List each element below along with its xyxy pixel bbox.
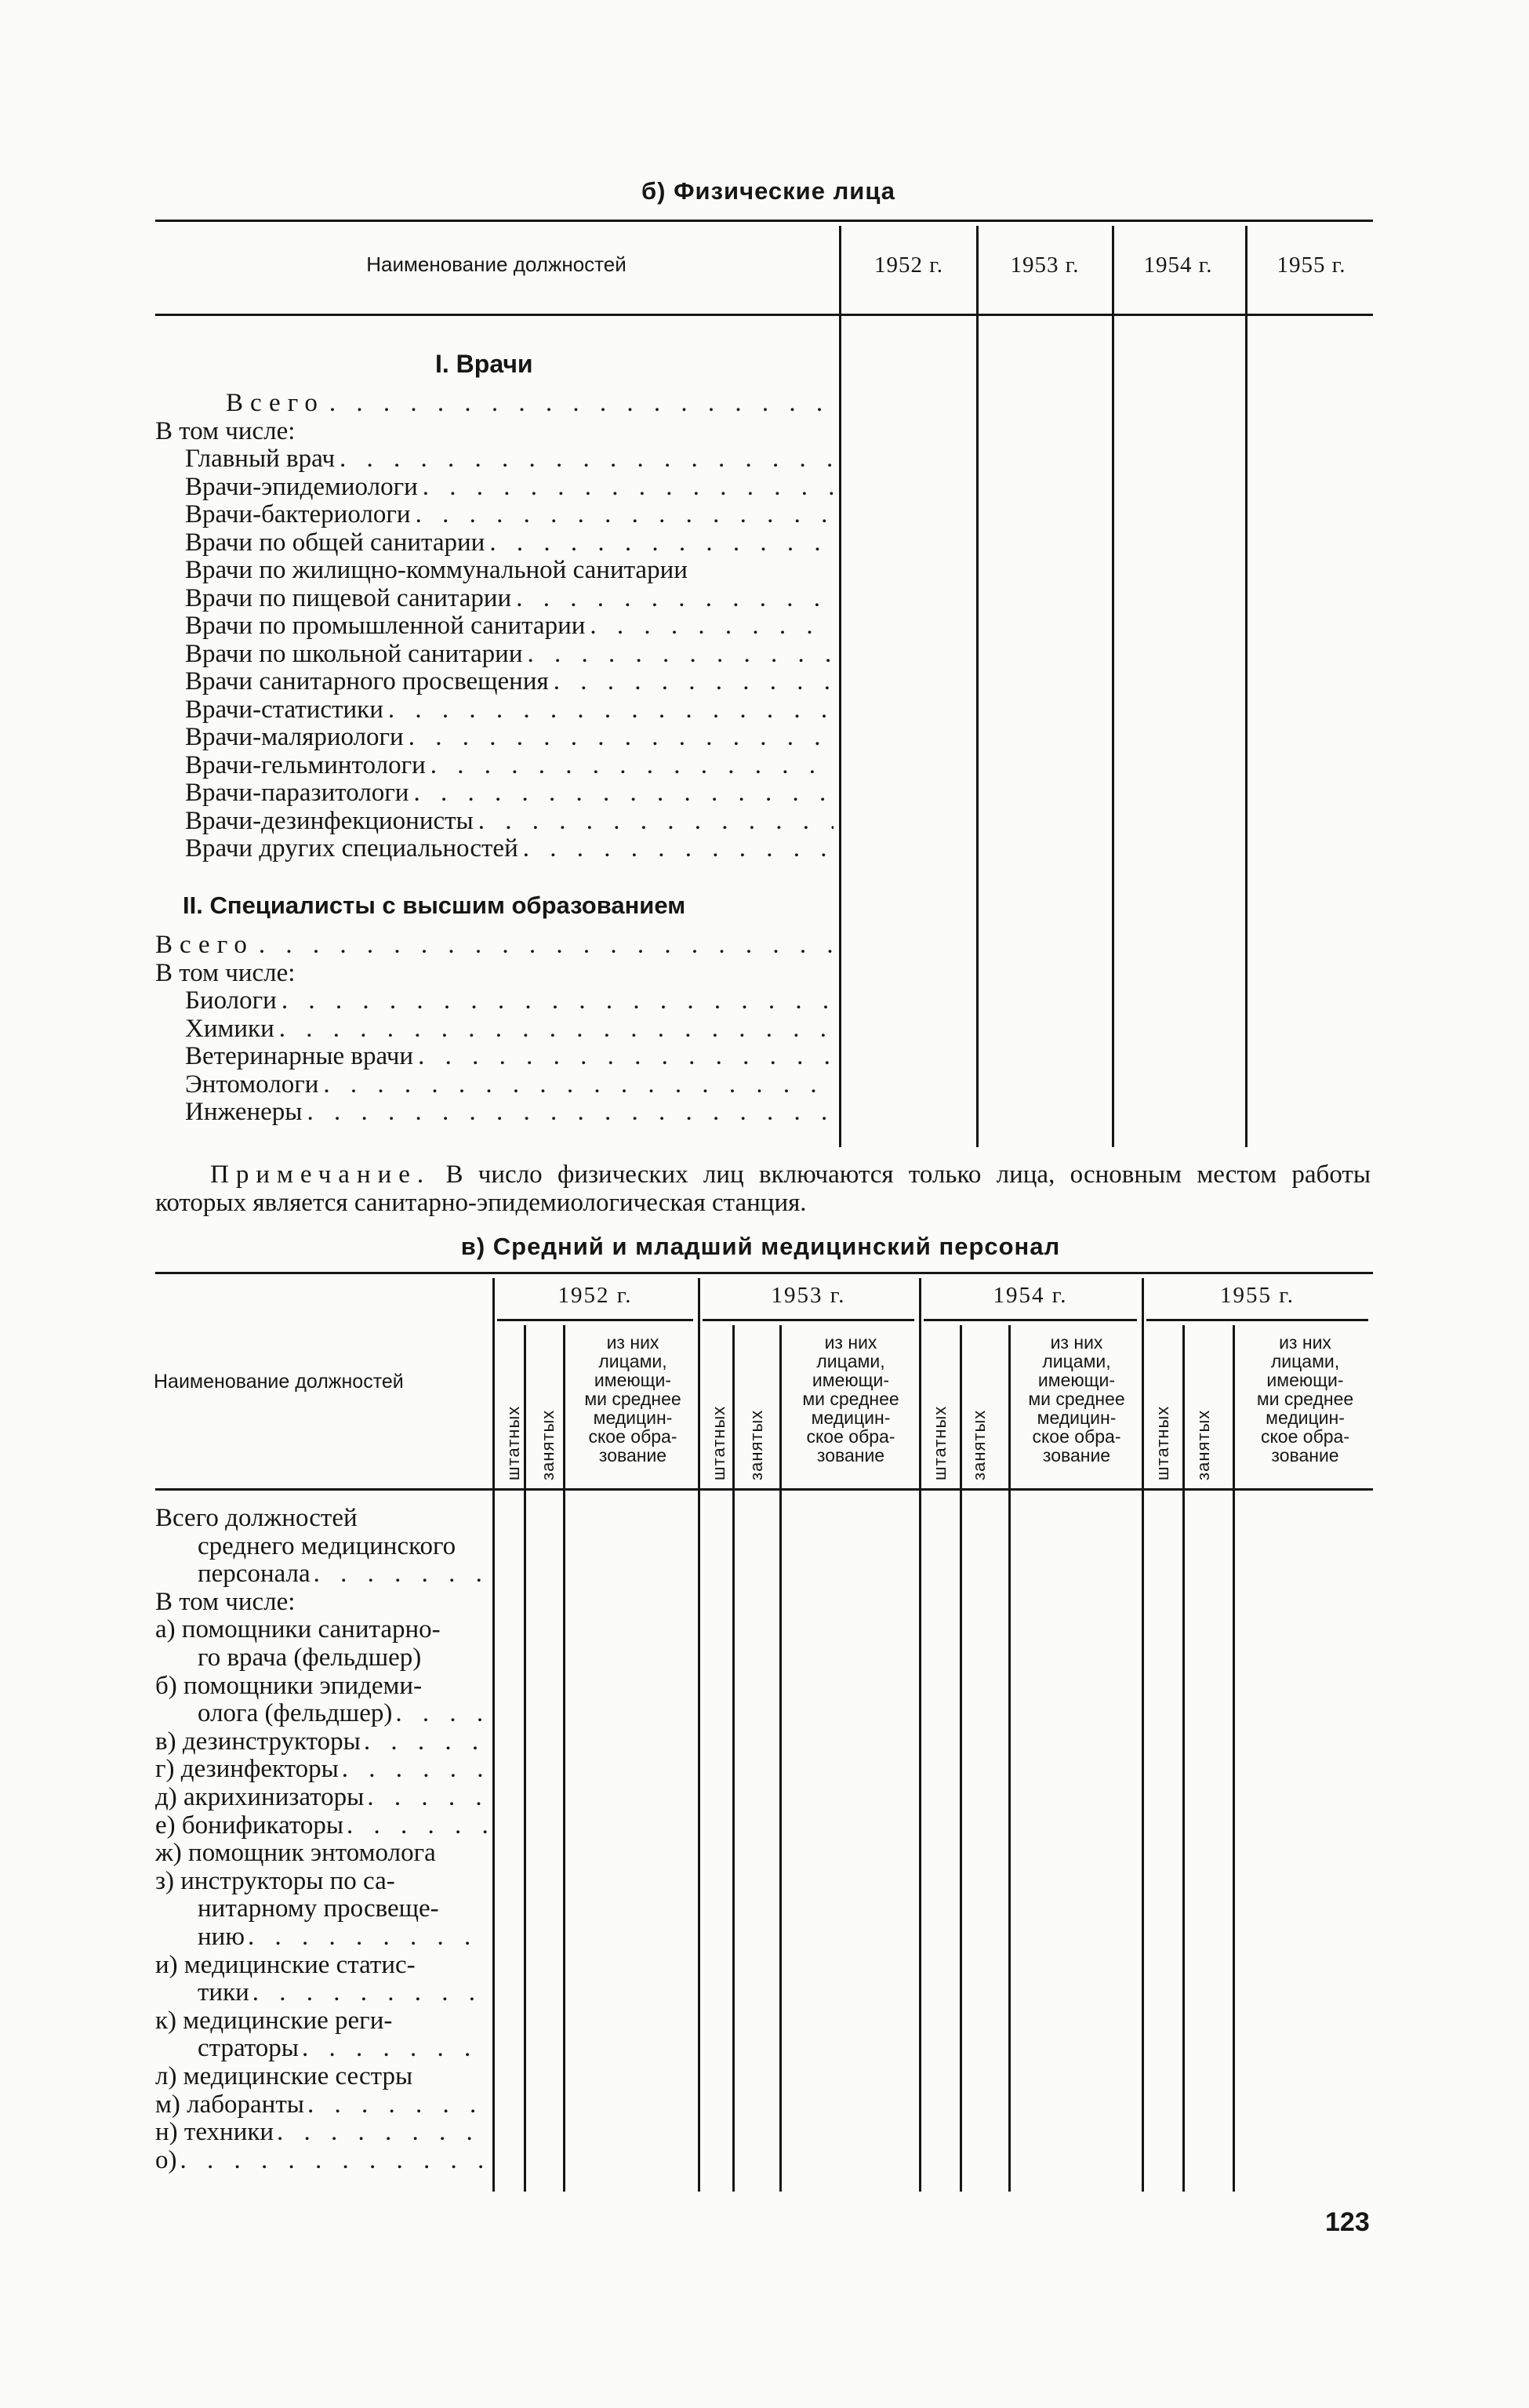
row-label: м) лаборанты — [155, 2090, 304, 2119]
table2-year-rule — [703, 1319, 914, 1321]
note-lead: Примечание. — [210, 1160, 431, 1189]
leader-dots — [418, 1042, 834, 1070]
row-label: л) медицинские сестры — [155, 2062, 413, 2090]
table2-header-name: Наименование должностей — [154, 1371, 404, 1393]
row-label: В том числе: — [155, 1587, 296, 1616]
sub-header-staff: штатных — [503, 1405, 523, 1480]
table1-col-rule — [976, 226, 979, 1147]
leader-dots — [478, 807, 834, 835]
sub-header-line: из них — [1279, 1332, 1331, 1353]
table2-row — [155, 1951, 492, 1979]
row-label: В том числе: — [155, 416, 296, 445]
table2-row — [155, 1504, 492, 1532]
sub-header-line: зование — [1271, 1445, 1339, 1466]
table1-row — [185, 500, 834, 528]
leader-dots — [388, 696, 834, 724]
table1-row — [185, 723, 834, 751]
table2-row — [198, 1923, 492, 1951]
row-label: олога (фельдшер) — [198, 1699, 393, 1728]
row-label: в) дезинструкторы — [155, 1727, 361, 1756]
table2-row — [198, 2034, 492, 2062]
table1-row — [185, 986, 834, 1015]
table2-header-rule — [155, 1488, 1373, 1491]
leader-dots — [347, 1811, 492, 1840]
table2-year-rule — [924, 1319, 1137, 1321]
row-label: Врачи-гельминтологи — [185, 750, 426, 779]
sub-header-line: ми среднее — [1028, 1389, 1125, 1409]
table1-row — [185, 1042, 834, 1070]
row-label: Биологи — [185, 986, 277, 1015]
table2-row — [155, 1672, 492, 1700]
row-label: Энтомологи — [185, 1070, 319, 1099]
row-label: Врачи по пищевой санитарии — [185, 583, 512, 612]
leader-dots — [489, 528, 834, 557]
note — [155, 1160, 1371, 1217]
sub-header-line: медицин- — [811, 1407, 891, 1428]
sub-header-line: лицами, — [816, 1351, 885, 1371]
row-label: и) медицинские статис- — [155, 1950, 416, 1979]
row-label: тики — [198, 1978, 249, 2007]
table2-row — [155, 1588, 492, 1616]
leader-dots — [523, 834, 834, 863]
table2-row — [155, 1811, 492, 1840]
sub-header-line: ми среднее — [584, 1389, 681, 1409]
table1-row — [185, 612, 834, 640]
sub-header-line: медицин- — [593, 1407, 673, 1428]
sub-header-line: имеющи- — [1266, 1370, 1344, 1390]
section-v-title: в) Средний и младший медицинский персонал — [460, 1233, 1061, 1260]
table1-row — [185, 584, 834, 612]
table1-row — [185, 751, 834, 779]
row-label: к) медицинские реги- — [155, 2006, 393, 2035]
row-label: страторы — [198, 2034, 299, 2063]
row-label: Врачи других специальностей — [185, 834, 518, 863]
row-label: а) помощники санитарно- — [155, 1615, 441, 1644]
table1-row — [185, 834, 834, 863]
table1-header-name: Наименование должностей — [366, 252, 626, 276]
sub-header-secondary-education — [1011, 1333, 1142, 1465]
table1-row — [185, 473, 834, 501]
group2-title: II. Специалисты с высшим образованием — [183, 892, 686, 919]
table2-col-rule — [732, 1325, 735, 2192]
table2-row — [155, 1839, 492, 1867]
row-label: е) бонификаторы — [155, 1811, 344, 1840]
table2-col-rule — [563, 1325, 565, 2192]
row-label: Всего — [155, 931, 254, 959]
table2-year-header: 1955 г. — [1219, 1283, 1295, 1308]
table2-row — [198, 1978, 492, 2007]
row-label: Врачи-дезинфекционисты — [185, 806, 474, 835]
row-label: го врача (фельдшер) — [198, 1643, 422, 1672]
row-label: среднего медицинского — [198, 1531, 456, 1560]
sub-header-line: зование — [598, 1445, 667, 1466]
table1-row — [226, 389, 834, 417]
sub-header-line: лицами, — [1042, 1351, 1111, 1371]
leader-dots — [302, 2034, 492, 2062]
table2-row — [155, 1727, 492, 1756]
row-label: Врачи по промышленной санитарии — [185, 612, 586, 640]
leader-dots — [248, 1923, 492, 1951]
sub-header-secondary-education — [783, 1333, 919, 1465]
leader-dots — [307, 2090, 492, 2119]
table2-col-rule — [960, 1325, 962, 2192]
sub-header-staff: штатных — [709, 1405, 728, 1480]
row-label: Всего должностей — [155, 1504, 358, 1532]
table2-row — [198, 1699, 492, 1727]
sub-header-line: лицами, — [1270, 1351, 1340, 1371]
leader-dots — [252, 1978, 492, 2007]
leader-dots — [423, 473, 834, 501]
leader-dots — [409, 723, 834, 751]
leader-dots — [527, 640, 834, 668]
row-label: нитарному просвеще- — [198, 1894, 439, 1923]
leader-dots — [329, 389, 834, 417]
leader-dots — [340, 445, 834, 473]
row-label: Инженеры — [185, 1098, 303, 1126]
note-text: В число физических лиц включаются только лица, основным местом работы которых является санитарно-эпидемиологическая станция. — [155, 1160, 1371, 1217]
table1-row — [185, 807, 834, 835]
table1-row — [185, 1070, 834, 1099]
leader-dots — [323, 1070, 834, 1099]
sub-header-line: медицин- — [1037, 1407, 1117, 1428]
table2-group-rule — [1142, 1278, 1144, 2192]
sub-header-line: имеющи- — [1037, 1370, 1116, 1390]
leader-dots — [314, 1560, 492, 1588]
table2-row — [155, 1783, 492, 1811]
table1-row — [155, 959, 834, 987]
table2-year-header: 1953 г. — [771, 1283, 846, 1308]
table2-group-rule — [919, 1278, 921, 2192]
sub-header-line: лицами, — [598, 1351, 667, 1371]
leader-dots — [516, 584, 834, 612]
row-label: Ветеринарные врачи — [185, 1042, 414, 1070]
row-label: н) техники — [155, 2118, 274, 2147]
table2-row — [155, 2090, 492, 2119]
sub-header-staff: штатных — [1153, 1405, 1172, 1480]
table1-col-rule — [1112, 226, 1114, 1147]
row-label: Врачи по школьной санитарии — [185, 639, 523, 668]
table1-header-1954: 1954 г. — [1143, 252, 1213, 278]
table2-top-rule — [155, 1272, 1373, 1274]
sub-header-occupied: занятых — [969, 1409, 989, 1480]
section-b-title: б) Физические лица — [641, 177, 895, 205]
row-label: г) дезинфекторы — [155, 1755, 339, 1784]
row-label: ж) помощник энтомолога — [155, 1839, 436, 1868]
leader-dots — [364, 1727, 492, 1756]
row-label: В том числе: — [155, 958, 296, 987]
sub-header-line: ми среднее — [802, 1389, 899, 1409]
table2-row — [155, 2007, 492, 2035]
table2-year-header: 1954 г. — [993, 1283, 1068, 1308]
table2-col-rule — [1008, 1325, 1011, 2192]
table2-col-rule — [1233, 1325, 1235, 2192]
sub-header-line: из них — [606, 1332, 659, 1353]
table1-col-rule — [839, 226, 841, 1147]
sub-header-occupied: занятых — [1193, 1409, 1213, 1480]
table2-row — [155, 1755, 492, 1783]
table1-row — [185, 1015, 834, 1043]
table1-row — [155, 417, 834, 445]
row-label: б) помощники эпидеми- — [155, 1671, 423, 1700]
table1-row — [185, 445, 834, 473]
leader-dots — [180, 2146, 493, 2174]
table1-top-rule — [155, 220, 1373, 222]
leader-dots — [307, 1098, 834, 1126]
table1-row — [185, 779, 834, 807]
row-label: персонала — [198, 1560, 311, 1589]
table1-row — [185, 696, 834, 724]
sub-header-line: ское обра- — [588, 1426, 677, 1447]
sub-header-line: ское обра- — [1260, 1426, 1349, 1447]
table2-row — [155, 1867, 492, 1895]
table2-row — [155, 2062, 492, 2090]
row-label: Врачи-паразитологи — [185, 779, 409, 807]
page-number: 123 — [1325, 2207, 1370, 2237]
table2-col-rule — [524, 1325, 526, 2192]
leader-dots — [279, 1015, 834, 1043]
sub-header-line: зование — [1042, 1445, 1111, 1466]
table2-row — [198, 1560, 492, 1588]
sub-header-line: медицин- — [1266, 1407, 1345, 1428]
table2-year-header: 1952 г. — [557, 1283, 633, 1308]
leader-dots — [590, 612, 834, 640]
leader-dots — [395, 1699, 492, 1727]
leader-dots — [367, 1783, 492, 1811]
leader-dots — [554, 667, 834, 696]
sub-header-line: имеющи- — [594, 1370, 672, 1390]
row-label: о) — [155, 2145, 177, 2174]
table2-row — [155, 1615, 492, 1643]
sub-header-staff: штатных — [930, 1405, 950, 1480]
sub-header-line: из них — [1050, 1332, 1103, 1353]
sub-header-secondary-education — [568, 1333, 698, 1465]
table2-year-rule — [1146, 1319, 1368, 1321]
sub-header-line: ское обра- — [1032, 1426, 1121, 1447]
table1-row — [155, 931, 834, 959]
table2-row — [198, 1532, 492, 1560]
row-label: Врачи по жилищно-коммунальной санитарии — [185, 556, 688, 584]
row-label: нию — [198, 1923, 245, 1951]
row-label: Врачи по общей санитарии — [185, 528, 485, 557]
row-label: Всего — [226, 389, 325, 417]
sub-header-line: ское обра- — [806, 1426, 895, 1447]
row-label: Главный врач — [185, 445, 336, 473]
table2-year-rule — [497, 1319, 693, 1321]
leader-dots — [277, 2118, 492, 2146]
sub-header-occupied: занятых — [538, 1409, 557, 1480]
table1-row — [185, 528, 834, 557]
table1-row — [185, 667, 834, 696]
sub-header-line: имеющи- — [812, 1370, 890, 1390]
group1-title: I. Врачи — [435, 350, 533, 378]
table1-col-rule — [1245, 226, 1248, 1147]
row-label: Врачи-статистики — [185, 695, 383, 724]
leader-dots — [430, 751, 834, 779]
table2-col-rule — [779, 1325, 782, 2192]
table2-row — [198, 1894, 492, 1923]
table1-header-rule — [155, 314, 1373, 316]
row-label: з) инструкторы по са- — [155, 1866, 395, 1895]
sub-header-line: ми среднее — [1256, 1389, 1354, 1409]
row-label: Врачи-маляриологи — [185, 723, 404, 751]
sub-header-line: зование — [816, 1445, 885, 1466]
leader-dots — [416, 500, 834, 528]
row-label: Химики — [185, 1014, 274, 1043]
sub-header-occupied: занятых — [746, 1409, 766, 1480]
sub-header-line: из них — [824, 1332, 877, 1353]
sub-header-secondary-education — [1237, 1333, 1373, 1465]
table1-row — [185, 1098, 834, 1126]
table2-row — [155, 2118, 492, 2146]
leader-dots — [281, 986, 834, 1015]
table1-row — [185, 640, 834, 668]
row-label: д) акрихинизаторы — [155, 1783, 365, 1811]
row-label: Врачи-эпидемиологи — [185, 472, 418, 501]
table1-header-1952: 1952 г. — [873, 252, 944, 278]
table1-row — [185, 556, 834, 584]
leader-dots — [342, 1755, 492, 1783]
row-label: Врачи санитарного просвещения — [185, 667, 549, 696]
row-label: Врачи-бактериологи — [185, 500, 411, 528]
table2-col-rule — [1182, 1325, 1185, 2192]
table2-row — [198, 1643, 492, 1672]
leader-dots — [259, 931, 834, 959]
leader-dots — [413, 779, 834, 807]
table1-header-1955: 1955 г. — [1277, 252, 1346, 278]
table2-row — [155, 2146, 492, 2174]
table1-header-1953: 1953 г. — [1010, 252, 1080, 278]
table2-group-rule — [492, 1278, 495, 2192]
table2-group-rule — [698, 1278, 700, 2192]
